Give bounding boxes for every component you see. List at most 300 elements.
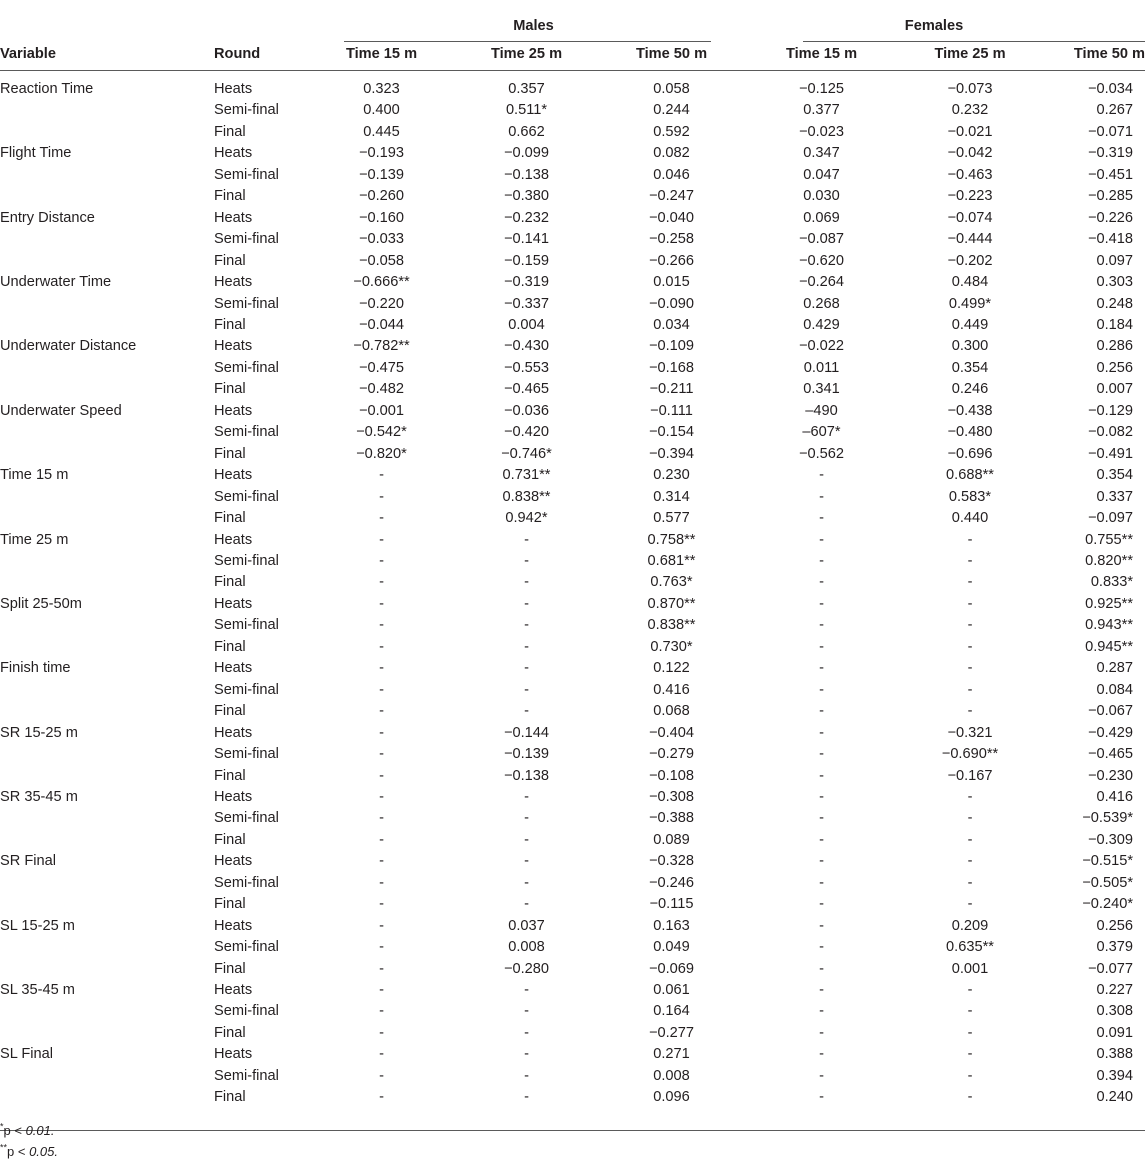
variable-name-empty (0, 122, 200, 143)
value-cell: - (524, 703, 529, 720)
footnote: **p < 0.05. (0, 1142, 58, 1159)
value-cell: - (379, 638, 384, 655)
group-header-label: Females (904, 18, 964, 34)
value-cell: −0.279 (648, 746, 695, 763)
value-cell: −0.099 (503, 145, 550, 162)
round-label: Final (214, 316, 246, 333)
value-cell: - (967, 531, 973, 548)
value-cell: 0.583* (948, 488, 992, 505)
value-cell: −0.022 (798, 338, 845, 355)
table-row (0, 1066, 1145, 1087)
value-cell: - (379, 531, 384, 548)
value-cell: - (819, 595, 824, 612)
value-cell: - (524, 810, 529, 827)
value-cell: −0.240* (1082, 896, 1134, 913)
value-cell: - (379, 896, 384, 913)
value-cell: 0.308 (1096, 1003, 1134, 1020)
value-cell: - (967, 874, 973, 891)
value-cell: 0.592 (653, 123, 690, 140)
value-cell: - (524, 1089, 529, 1106)
value-cell: −0.562 (798, 445, 845, 462)
value-cell: - (379, 703, 384, 720)
value-cell: 0.034 (653, 316, 690, 333)
column-header-males-time-15: Time 15 m (330, 38, 433, 71)
round-label: Semi-final (214, 488, 279, 505)
value-cell: - (524, 831, 529, 848)
value-cell: 0.388 (1096, 1046, 1134, 1063)
variable-name-empty (0, 229, 200, 250)
round-label: Heats (214, 917, 253, 934)
table-row (0, 701, 1145, 722)
value-cell: - (524, 574, 529, 591)
value-cell: 0.001 (951, 960, 989, 977)
value-cell: −0.666** (353, 274, 410, 291)
variable-name: Finish time (0, 660, 71, 677)
value-cell: - (379, 939, 384, 956)
value-cell: −0.465 (1087, 746, 1134, 763)
value-cell: −0.542* (356, 424, 407, 441)
round-label: Heats (214, 145, 253, 162)
round-label: Semi-final (214, 1067, 279, 1084)
round-label: Final (214, 896, 246, 913)
value-cell: −0.230 (1087, 767, 1134, 784)
round-label: Final (214, 252, 246, 269)
table-row (0, 336, 1145, 357)
value-cell: 0.377 (803, 102, 840, 119)
table-row (0, 723, 1145, 744)
value-cell: 0.164 (653, 1003, 690, 1020)
value-cell: - (967, 681, 973, 698)
value-cell: −0.388 (648, 810, 695, 827)
value-cell: −0.097 (1087, 510, 1134, 527)
round-label: Semi-final (214, 295, 279, 312)
table-row (0, 186, 1145, 207)
value-cell: −0.160 (358, 209, 405, 226)
value-cell: - (967, 788, 973, 805)
value-cell: - (967, 660, 973, 677)
value-cell: −0.480 (947, 424, 993, 441)
value-cell: −0.266 (648, 252, 695, 269)
table-row (0, 294, 1145, 315)
value-cell: - (967, 810, 973, 827)
value-cell: 0.870** (647, 595, 696, 612)
variable-name-empty (0, 1023, 200, 1044)
round-label: Semi-final (214, 810, 279, 827)
value-cell: 0.303 (1096, 274, 1134, 291)
value-cell: 0.429 (803, 316, 840, 333)
value-cell: −0.108 (648, 767, 695, 784)
value-cell: 0.758** (647, 531, 696, 548)
value-cell: - (379, 681, 384, 698)
variable-name: SR Final (0, 853, 56, 870)
column-header-males-time-25: Time 25 m (433, 38, 620, 71)
value-cell: 0.838** (647, 617, 696, 634)
round-label: Semi-final (214, 746, 279, 763)
value-cell: - (967, 552, 973, 569)
group-header-row (0, 0, 1145, 38)
value-cell: - (819, 853, 824, 870)
value-cell: 0.286 (1096, 338, 1134, 355)
round-label: Final (214, 574, 246, 591)
value-cell: - (819, 488, 824, 505)
value-cell: - (819, 1089, 824, 1106)
round-label: Heats (214, 724, 253, 741)
value-cell: 0.037 (508, 917, 545, 934)
value-cell: - (379, 1089, 384, 1106)
value-cell: - (819, 767, 824, 784)
value-cell: −0.258 (648, 231, 695, 248)
value-cell: −0.167 (947, 767, 993, 784)
table-row (0, 1044, 1145, 1065)
value-cell: −0.159 (503, 252, 550, 269)
value-cell: −0.074 (947, 209, 993, 226)
round-label: Heats (214, 660, 253, 677)
round-label: Heats (214, 81, 253, 97)
value-cell: 0.091 (1096, 1024, 1134, 1041)
value-cell: −0.746* (501, 445, 552, 462)
variable-name-empty (0, 508, 200, 529)
value-cell: - (819, 681, 824, 698)
table-row (0, 379, 1145, 400)
value-cell: 0.394 (1096, 1067, 1134, 1084)
value-cell: 0.267 (1096, 102, 1134, 119)
value-cell: - (379, 982, 384, 999)
table-row (0, 1001, 1145, 1022)
value-cell: - (379, 617, 384, 634)
value-cell: - (379, 595, 384, 612)
value-cell: 0.089 (653, 831, 690, 848)
value-cell: −0.129 (1087, 402, 1134, 419)
column-header-round: Round (200, 38, 330, 71)
variable-name-empty (0, 1001, 200, 1022)
value-cell: −0.071 (1087, 123, 1134, 140)
value-cell: - (524, 595, 529, 612)
value-cell: −0.125 (798, 81, 845, 97)
value-cell: −0.438 (947, 402, 993, 419)
table-row (0, 830, 1145, 851)
value-cell: 0.341 (803, 381, 840, 398)
value-cell: - (524, 681, 529, 698)
value-cell: 0.833* (1090, 574, 1134, 591)
variable-name-empty (0, 1087, 200, 1108)
table-row (0, 401, 1145, 422)
value-cell: - (379, 1003, 384, 1020)
group-header-males (330, 0, 723, 38)
table-row (0, 894, 1145, 915)
value-cell: - (967, 1089, 973, 1106)
value-cell: −0.553 (503, 359, 550, 376)
variable-name-empty (0, 637, 200, 658)
value-cell: 0.838** (502, 488, 551, 505)
value-cell: - (524, 531, 529, 548)
value-cell: - (524, 874, 529, 891)
value-cell: −0.820* (356, 445, 407, 462)
round-label: Final (214, 831, 246, 848)
table-row (0, 422, 1145, 443)
table-row (0, 873, 1145, 894)
value-cell: 0.730* (650, 638, 693, 655)
value-cell: 0.820** (1085, 552, 1134, 569)
value-cell: −0.491 (1087, 445, 1134, 462)
round-label: Heats (214, 595, 253, 612)
variable-name-empty (0, 444, 200, 465)
value-cell: −0.444 (947, 231, 993, 248)
value-cell: −0.138 (503, 166, 550, 183)
value-cell: −0.260 (358, 188, 405, 205)
value-cell: −0.319 (1087, 145, 1134, 162)
value-cell: −0.280 (503, 960, 550, 977)
value-cell: −0.115 (649, 896, 694, 913)
value-cell: −0.021 (947, 123, 993, 140)
value-cell: −0.319 (503, 274, 550, 291)
value-cell: - (819, 467, 824, 484)
value-cell: - (819, 531, 824, 548)
variable-name: Time 25 m (0, 531, 69, 548)
value-cell: 0.256 (1096, 917, 1134, 934)
value-cell: −0.328 (648, 853, 695, 870)
value-cell: 0.511* (505, 102, 548, 119)
value-cell: - (524, 1067, 529, 1084)
variable-name-empty (0, 830, 200, 851)
value-cell: 0.184 (1096, 316, 1134, 333)
value-cell: - (379, 660, 384, 677)
value-cell: 0.925** (1085, 595, 1134, 612)
value-cell: - (524, 853, 529, 870)
round-label: Final (214, 960, 246, 977)
value-cell: 0.082 (653, 145, 690, 162)
value-cell: −0.277 (648, 1024, 695, 1041)
value-cell: - (379, 788, 384, 805)
value-cell: 0.731** (502, 467, 551, 484)
round-label: Semi-final (214, 1003, 279, 1020)
value-cell: - (967, 1003, 973, 1020)
value-cell: −0.111 (650, 402, 693, 419)
round-label: Final (214, 638, 246, 655)
round-label: Final (214, 703, 246, 720)
value-cell: 0.248 (1096, 295, 1134, 312)
round-label: Semi-final (214, 424, 279, 441)
table-row (0, 1023, 1145, 1044)
value-cell: −0.505* (1082, 874, 1134, 891)
value-cell: - (967, 896, 973, 913)
round-label: Semi-final (214, 166, 279, 183)
value-cell: - (819, 1067, 824, 1084)
value-cell: −0.109 (648, 338, 695, 355)
value-cell: - (819, 617, 824, 634)
round-label: Heats (214, 1046, 253, 1063)
value-cell: - (967, 574, 973, 591)
table-row (0, 551, 1145, 572)
value-cell: - (819, 917, 824, 934)
value-cell: 0.084 (1096, 681, 1134, 698)
value-cell: 0.256 (1096, 359, 1134, 376)
value-cell: −0.309 (1087, 831, 1134, 848)
value-cell: −0.223 (947, 188, 993, 205)
variable-name-empty (0, 894, 200, 915)
variable-name-empty (0, 294, 200, 315)
value-cell: −0.139 (358, 166, 405, 183)
value-cell: 0.008 (653, 1067, 690, 1084)
table-row (0, 272, 1145, 293)
value-cell: 0.484 (951, 274, 989, 291)
variable-name: Split 25-50m (0, 595, 82, 612)
round-label: Final (214, 123, 246, 140)
variable-name-empty (0, 572, 200, 593)
value-cell: - (379, 552, 384, 569)
value-cell: - (819, 574, 824, 591)
value-cell: 0.681** (647, 552, 696, 569)
value-cell: −0.380 (503, 188, 550, 205)
round-label: Semi-final (214, 359, 279, 376)
variable-name-empty (0, 615, 200, 636)
value-cell: 0.354 (951, 359, 989, 376)
value-cell: 0.246 (951, 381, 989, 398)
variable-name: Reaction Time (0, 81, 94, 97)
value-cell: −0.420 (503, 424, 550, 441)
table-row (0, 766, 1145, 787)
value-cell: - (524, 1046, 529, 1063)
table-bottom-rule (0, 1109, 1145, 1131)
value-cell: 0.007 (1096, 381, 1134, 398)
value-cell: 0.240 (1096, 1089, 1134, 1106)
value-cell: - (379, 724, 384, 741)
round-label: Final (214, 1089, 246, 1106)
value-cell: - (379, 510, 384, 527)
value-cell: - (379, 1046, 384, 1063)
table-row (0, 251, 1145, 272)
table-row (0, 444, 1145, 465)
value-cell: −0.139 (503, 746, 550, 763)
round-label: Heats (214, 788, 253, 805)
value-cell: 0.416 (1096, 788, 1134, 805)
value-cell: - (524, 552, 529, 569)
column-header-females-time-50: Time 50 m (1020, 38, 1145, 71)
value-cell: 0.096 (653, 1089, 690, 1106)
value-cell: −0.077 (1087, 960, 1134, 977)
value-cell: −0.465 (503, 381, 550, 398)
value-cell: −0.620 (798, 252, 845, 269)
variable-name-empty (0, 937, 200, 958)
variable-name-empty (0, 100, 200, 121)
value-cell: - (379, 853, 384, 870)
value-cell: −0.144 (503, 724, 550, 741)
value-cell: −0.482 (358, 381, 405, 398)
variable-name: SL 35-45 m (0, 982, 75, 999)
value-cell: - (524, 788, 529, 805)
value-cell: −0.246 (648, 874, 695, 891)
value-cell: −0.001 (358, 402, 405, 419)
variable-name-empty (0, 680, 200, 701)
value-cell: −0.247 (648, 188, 695, 205)
value-cell: - (819, 939, 824, 956)
value-cell: 0.379 (1096, 939, 1134, 956)
value-cell: −0.073 (947, 81, 993, 97)
value-cell: - (379, 767, 384, 784)
column-header-females-time-15: Time 15 m (723, 38, 920, 71)
value-cell: 0.227 (1096, 982, 1134, 999)
variable-name: SL Final (0, 1046, 53, 1063)
value-cell: - (967, 638, 973, 655)
value-cell: 0.945** (1085, 638, 1134, 655)
column-header-females-time-25: Time 25 m (920, 38, 1020, 71)
group-header-females (723, 0, 1145, 38)
round-label: Heats (214, 402, 253, 419)
column-header-row (0, 38, 1145, 71)
round-label: Final (214, 1024, 246, 1041)
round-label: Semi-final (214, 939, 279, 956)
value-cell: −0.394 (648, 445, 695, 462)
value-cell: - (819, 960, 824, 977)
value-cell: - (967, 703, 973, 720)
value-cell: −0.034 (1087, 81, 1134, 97)
value-cell: - (379, 831, 384, 848)
value-cell: −0.154 (648, 424, 695, 441)
variable-name-empty (0, 358, 200, 379)
variable-name-empty (0, 551, 200, 572)
round-label: Heats (214, 982, 253, 999)
value-cell: 0.337 (1096, 488, 1134, 505)
variable-name-empty (0, 766, 200, 787)
variable-name-empty (0, 315, 200, 336)
value-cell: −0.044 (358, 316, 405, 333)
round-label: Semi-final (214, 874, 279, 891)
table-row (0, 100, 1145, 121)
value-cell: - (819, 1003, 824, 1020)
value-cell: 0.004 (508, 316, 545, 333)
variable-name-empty (0, 959, 200, 980)
table-row (0, 959, 1145, 980)
value-cell: 0.943** (1085, 617, 1134, 634)
value-cell: - (379, 874, 384, 891)
value-cell: −0.430 (503, 338, 550, 355)
value-cell: 0.047 (803, 166, 840, 183)
table-row (0, 744, 1145, 765)
round-label: Heats (214, 467, 253, 484)
value-cell: 0.577 (653, 510, 690, 527)
table-row (0, 208, 1145, 229)
value-cell: 0.440 (951, 510, 989, 527)
value-cell: 0.061 (653, 982, 690, 999)
value-cell: - (819, 638, 824, 655)
table-row (0, 980, 1145, 1001)
value-cell: −0.067 (1087, 703, 1134, 720)
value-cell: - (819, 510, 824, 527)
value-cell: 0.755** (1085, 531, 1134, 548)
round-label: Final (214, 767, 246, 784)
value-cell: −0.069 (648, 960, 695, 977)
value-cell: 0.163 (653, 917, 690, 934)
table-row (0, 465, 1145, 486)
value-cell: 0.230 (653, 467, 690, 484)
variable-name-empty (0, 701, 200, 722)
value-cell: - (524, 982, 529, 999)
round-label: Heats (214, 209, 253, 226)
round-label: Final (214, 381, 246, 398)
value-cell: 0.416 (653, 681, 690, 698)
group-header-label: Males (513, 18, 554, 34)
value-cell: 0.058 (653, 81, 690, 97)
value-cell: −0.451 (1087, 166, 1134, 183)
value-cell: −0.696 (947, 445, 993, 462)
value-cell: 0.097 (1096, 252, 1134, 269)
value-cell: - (819, 810, 824, 827)
value-cell: −0.168 (648, 359, 695, 376)
column-header-males-time-50: Time 50 m (620, 38, 723, 71)
value-cell: −0.193 (358, 145, 405, 162)
round-label: Semi-final (214, 681, 279, 698)
value-cell: −0.429 (1087, 724, 1134, 741)
table-row (0, 315, 1145, 336)
